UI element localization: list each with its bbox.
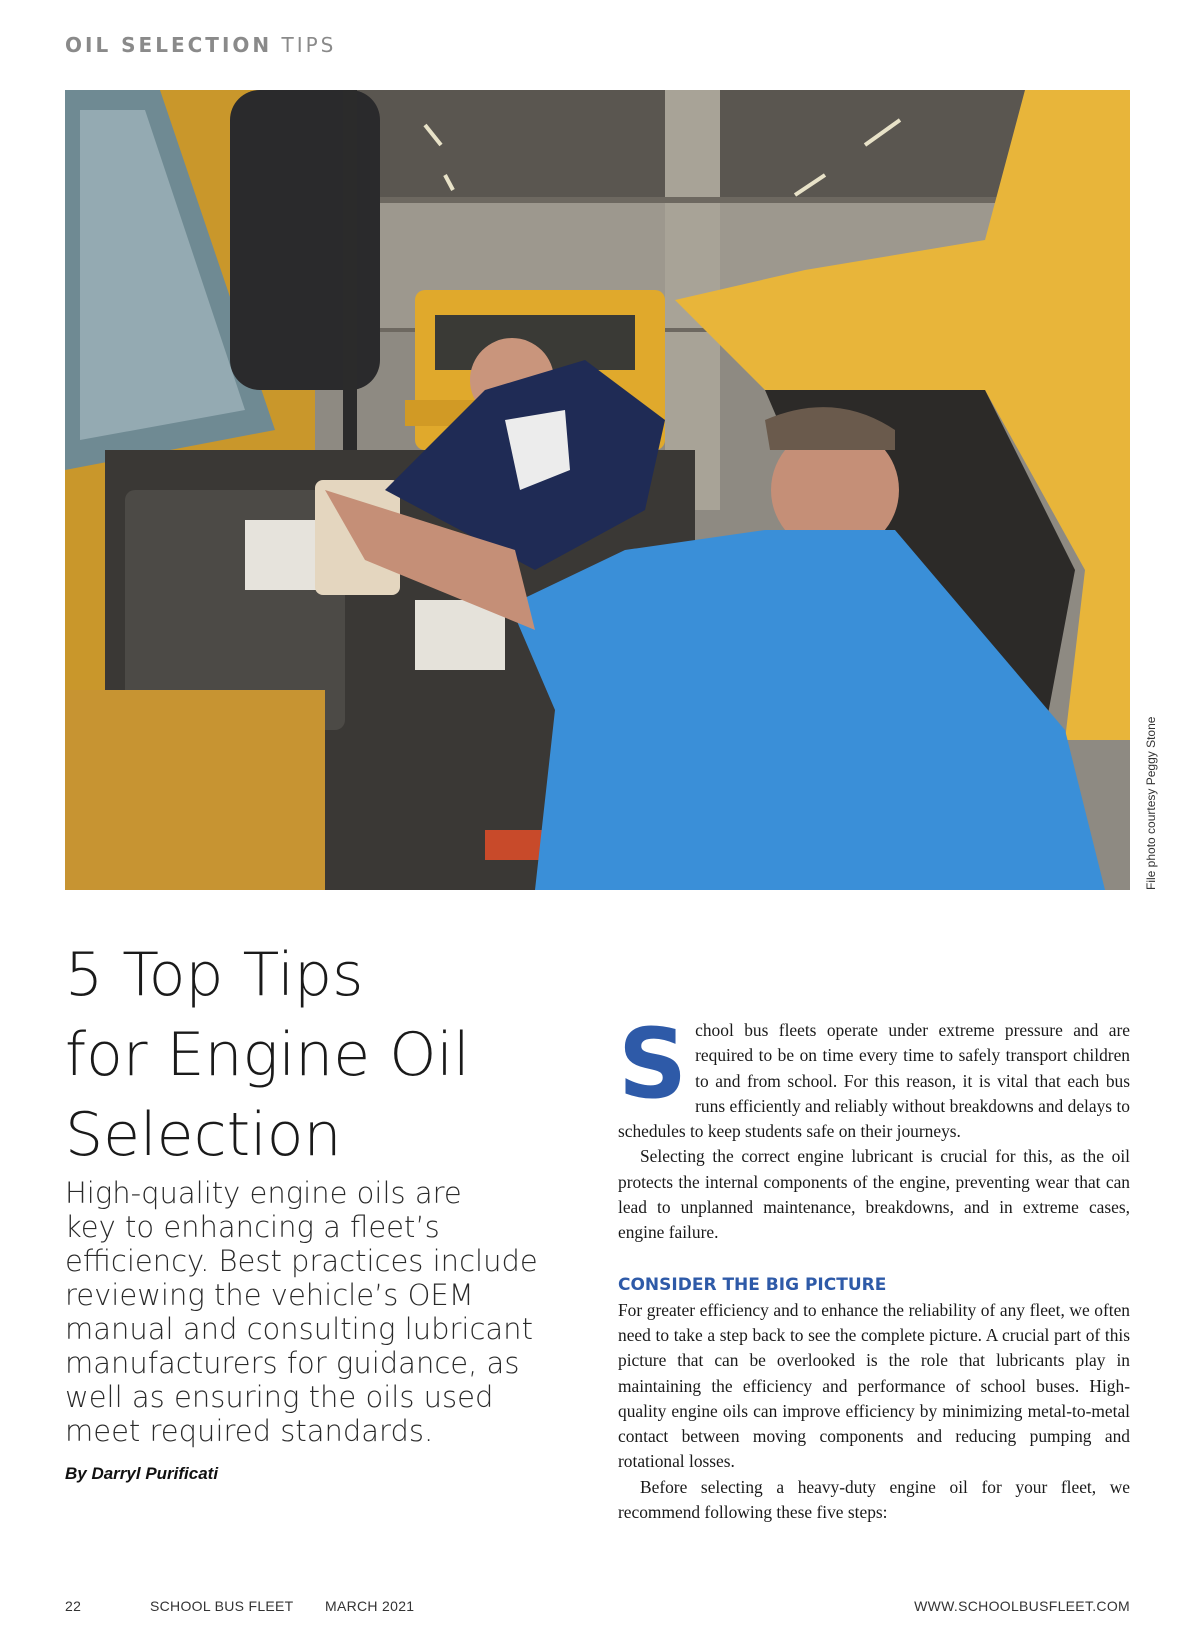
dek-line: manufacturers for guidance, as [65, 1346, 520, 1380]
article-headline [65, 935, 605, 1175]
dek-line: manual and consulting lubricant [65, 1312, 533, 1346]
headline-line: 5 Top Tips [65, 940, 364, 1010]
section-tag [65, 33, 336, 57]
page-number: 22 [65, 1598, 82, 1614]
section-subhead: CONSIDER THE BIG PICTURE [618, 1274, 887, 1295]
article-body [618, 1008, 1130, 1525]
section-tag-secondary: TIPS [281, 33, 337, 57]
body-paragraph: For greater efficiency and to enhance the reliability of any fleet, we often need to take a step back to see the complete picture. A crucial part of this picture that can be overlooked is the role that lubricants play in maintaining the efficiency and performance of school buses. High-quality engine oils can improve efficiency by minimizing metal-to-metal contact between moving components and reducing pumping and rotational losses. [618, 1299, 1130, 1472]
photo-credit: File photo courtesy Peggy Stone [1144, 716, 1158, 890]
dek-line: High-quality engine oils are [65, 1176, 462, 1210]
body-paragraph: Before selecting a heavy-duty engine oil for your fleet, we recommend following these five steps: [618, 1476, 1130, 1523]
feature-photo [65, 90, 1130, 890]
publication-name: SCHOOL BUS FLEET [150, 1598, 294, 1614]
dek-line: well as ensuring the oils used [65, 1380, 494, 1414]
photo-illustration [65, 90, 1130, 890]
website-link[interactable]: WWW.SCHOOLBUSFLEET.COM [914, 1598, 1130, 1614]
body-paragraph: Selecting the correct engine lubricant is crucial for this, as the oil protects the internal components of the engine, preventing wear that can lead to unplanned maintenance, breakdowns, and in extreme cases, engine failure. [618, 1146, 1130, 1243]
dek-line: reviewing the vehicle’s OEM [65, 1278, 474, 1312]
issue-date: MARCH 2021 [325, 1598, 415, 1614]
article-dek [65, 1176, 585, 1448]
dek-line: efficiency. Best practices include [65, 1244, 538, 1278]
headline-line: for Engine Oil [65, 1020, 470, 1090]
byline: By Darryl Purificati [65, 1464, 219, 1483]
page-footer [0, 1598, 1200, 1618]
headline-line: Selection [65, 1100, 342, 1170]
paragraph-text: chool bus fleets operate under extreme pressure and are required to be on time every time to safely transport children to and from school. For this reason, it is vital that each bus runs efficiently and reliably without breakdowns and delays to schedules to keep students safe on their journeys. [618, 1020, 1130, 1142]
section-tag-primary: OIL SELECTION [65, 33, 273, 57]
dek-line: meet required standards. [65, 1414, 434, 1448]
dek-line: key to enhancing a fleet’s [65, 1210, 440, 1244]
body-paragraph [618, 1008, 1130, 1144]
drop-cap: S [618, 1008, 688, 1120]
